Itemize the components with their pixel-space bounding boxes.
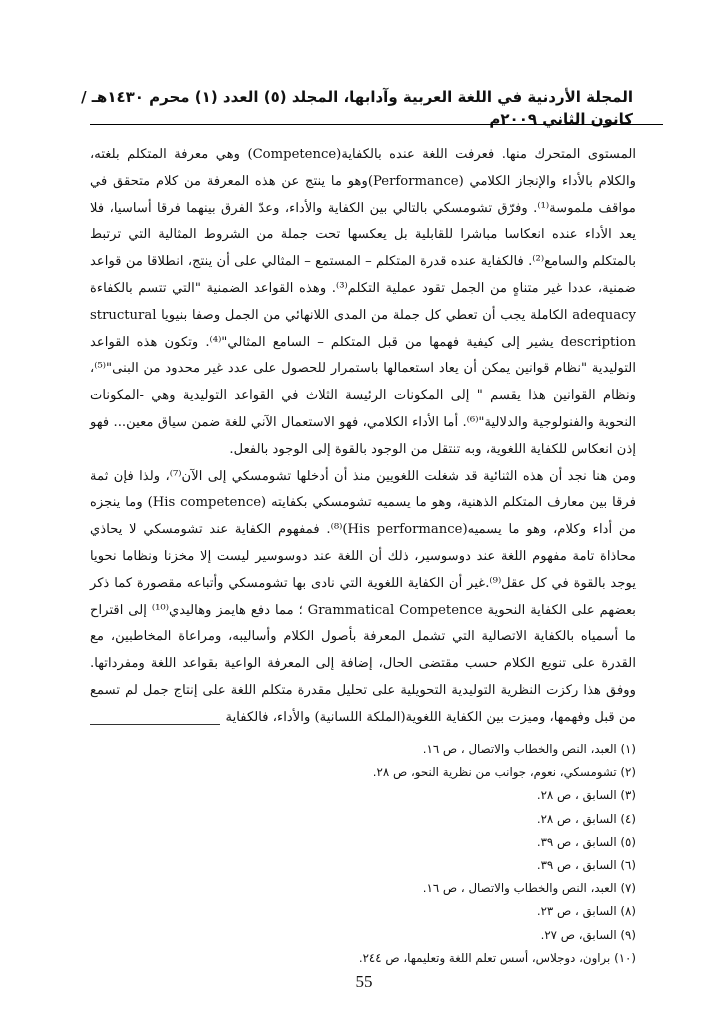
header-line-2: كانون الثاني ٢٠٠٩م — [489, 110, 633, 128]
header-line-1: المجلة الأردنية في اللغة العربية وآدابها، المجلد (٥) العدد (١) محرم ١٤٣٠هـ / — [81, 88, 633, 106]
footnote-separator — [90, 724, 220, 725]
paragraph: ومن هنا نجد أن هذه الثنائية قد شغلت اللغويين منذ أن أدخلها تشومسكي إلى الآن⁽⁷⁾، ولذا فإن ثمة فرقا بين معارف المتكلم الذهنية، وهو ما يسميه تشومسكي بكفايته (His competence) وما ينجزه من أداء وكلام، وهو ما يسميه(His performance)⁽⁸⁾. فمفهوم الكفاية عند تشومسكي لا يحاذي محاذاة تامة مفهوم اللغة عند دوسوسير، ذلك أن اللغة عند دوسوسير ليست إلا مخزنا ونظاما نحويا يوجد بالقوة في كل عقل⁽⁹⁾.غير أن الكفاية اللغوية التي نادى بها تشومسكي وأتباعه مقصورة كما ذكر بعضهم على الكفاية النحوية Grammatical Competence ؛ مما دفع هايمز وهاليدي⁽¹⁰⁾ إلى اقتراح ما أسمياه بالكفاية الاتصالية التي تشمل المعرفة بأصول الكلام وأساليبه، ومراعاة المخاطبين، مع القدرة على تنويع الكلام حسب مقتضى الحال، إضافة إلى المعرفة الواعية بقواعد اللغة ومفرداتها. ووفق هذا ركزت النظرية التوليدية التحويلية على تحليل مقدرة متكلم اللغة على إنتاج جمل لم تسمع من قبل وفهمها، وميزت بين الكفاية اللغوية(الملكة اللسانية) والأداء، فالكفاية — [90, 468, 637, 725]
footnote: (١٠) براون، دوجلاس، أسس تعلم اللغة وتعليمها، ص ٢٤٤. — [358, 950, 636, 965]
footnote: (٧) العبد، النص والخطاب والاتصال ، ص ١٦. — [422, 881, 636, 896]
header-rule — [90, 124, 663, 125]
footnote: (٨) السابق ، ص ٢٣. — [536, 904, 636, 919]
footnotes — [90, 738, 636, 970]
footnote: (٦) السابق ، ص ٣٩. — [536, 858, 636, 873]
footnote: (٩) السابق، ص ٢٧. — [540, 927, 636, 942]
footnote: (١) العبد، النص والخطاب والاتصال ، ص ١٦. — [422, 742, 636, 756]
footnote: (٥) السابق ، ص ٣٩. — [536, 834, 636, 849]
paragraph: المستوى المتحرك منها. فعرفت اللغة عنده بالكفاية(Competence) وهي معرفة المتكلم بلغته، والكلام بالأداء والإنجاز الكلامي (Performance)وهو ما ينتج عن هذه المعرفة من كلام متحقق في مواقف ملموسة⁽¹⁾. وفرّق تشومسكي بالتالي بين الكفاية والأداء، وعدّ الفرق بينهما فرقا أساسيا، فلا يعد الأداء عنده انعكاسا مباشرا للقابلية بل يعكسها تحت جملة من الشروط المثالية التي ترتبط بالمتكلم والسامع⁽²⁾. فالكفاية عنده قدرة المتكلم – المستمع – المثالي على أن ينتج، انطلاقا من قواعد ضمنية، عددا غير متناهٍ من الجمل تقود عملية التكلم⁽³⁾. وهذه القواعد الضمنية "التي تتسم بالكفاءة adequacy الكاملة يجب أن تعطي كل جملة من المدى اللانهائي من الجمل وصفا بنيويا structural description يشير إلى كيفية فهمها من قبل المتكلم – السامع المثالي"⁽⁴⁾. وتكون هذه القواعد التوليدية "نظام قوانين يمكن أن يعاد استعمالها باستمرار للحصول على عدد غير محدود من البنى"⁽⁵⁾، ونظام القوانين هذا يقسم " إلى المكونات الرئيسة الثلاث في القواعد التوليدية وهي -المكونات النحوية والفنولوجية والدلالية"⁽⁶⁾. أما الأداء الكلامي، فهو الاستعمال الآني للغة ضمن سياق معين... فهو إذن انعكاس للكفاية اللغوية، وبه تنتقل من الوجود بالقوة إلى الوجود بالفعل. — [90, 147, 637, 457]
footnote: (٢) تشومسكي، نعوم، جوانب من نظرية النحو، ص ٢٨. — [372, 765, 636, 780]
journal-header — [81, 88, 633, 128]
footnote: (٣) السابق ، ص ٢٨. — [536, 788, 636, 803]
body-text — [90, 142, 636, 732]
page-number: 55 — [355, 972, 373, 991]
footnote: (٤) السابق ، ص ٢٨. — [536, 811, 636, 826]
